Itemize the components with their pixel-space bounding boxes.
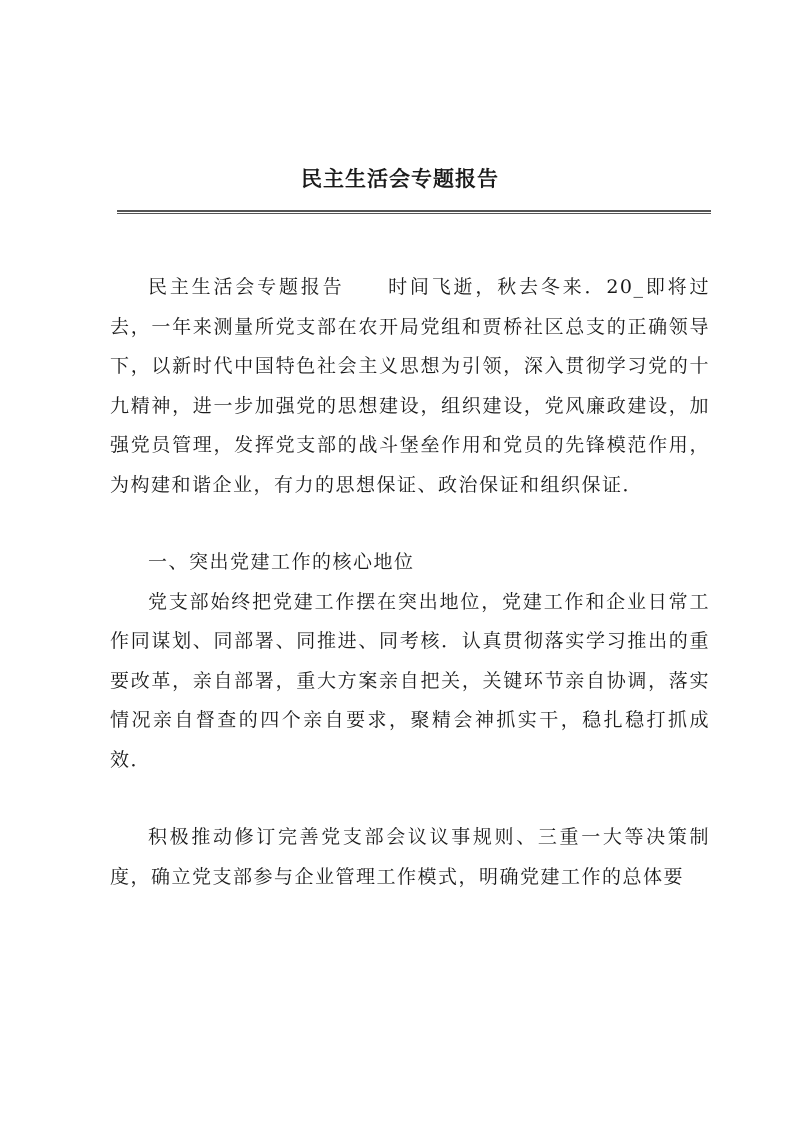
paragraph-intro: 民主生活会专题报告 时间飞逝，秋去冬来．20_即将过去，一年来测量所党支部在农开局党组和贾桥社区总支的正确领导下，以新时代中国特色社会主义思想为引领，深入贯彻学习党的十九精神，进一步加强党的思想建设，组织建设，党风廉政建设，加强党员管理，发挥党支部的战斗堡垒作用和党员的先锋模范作用，为构建和谐企业，有力的思想保证、政治保证和组织保证． [110, 276, 710, 496]
section-heading: 一、突出党建工作的核心地位 [148, 551, 415, 573]
paragraph-gap [110, 505, 710, 543]
document-title: 民主生活会专题报告 [301, 166, 499, 191]
document-body [110, 268, 710, 897]
title-divider [117, 210, 711, 214]
paragraph-section-1: 党支部始终把党建工作摆在突出地位，党建工作和企业日常工作同谋划、同部署、同推进、同考核．认真贯彻落实学习推出的重要改革，亲自部署，重大方案亲自把关，关键环节亲自协调，落实情况亲自督查的四个亲自要求，聚精会神抓实干，稳扎稳打抓成效． [110, 590, 710, 771]
paragraph-gap [110, 780, 710, 818]
paragraph-section-2: 积极推动修订完善党支部会议议事规则、三重一大等决策制度，确立党支部参与企业管理工作模式，明确党建工作的总体要 [110, 826, 710, 888]
